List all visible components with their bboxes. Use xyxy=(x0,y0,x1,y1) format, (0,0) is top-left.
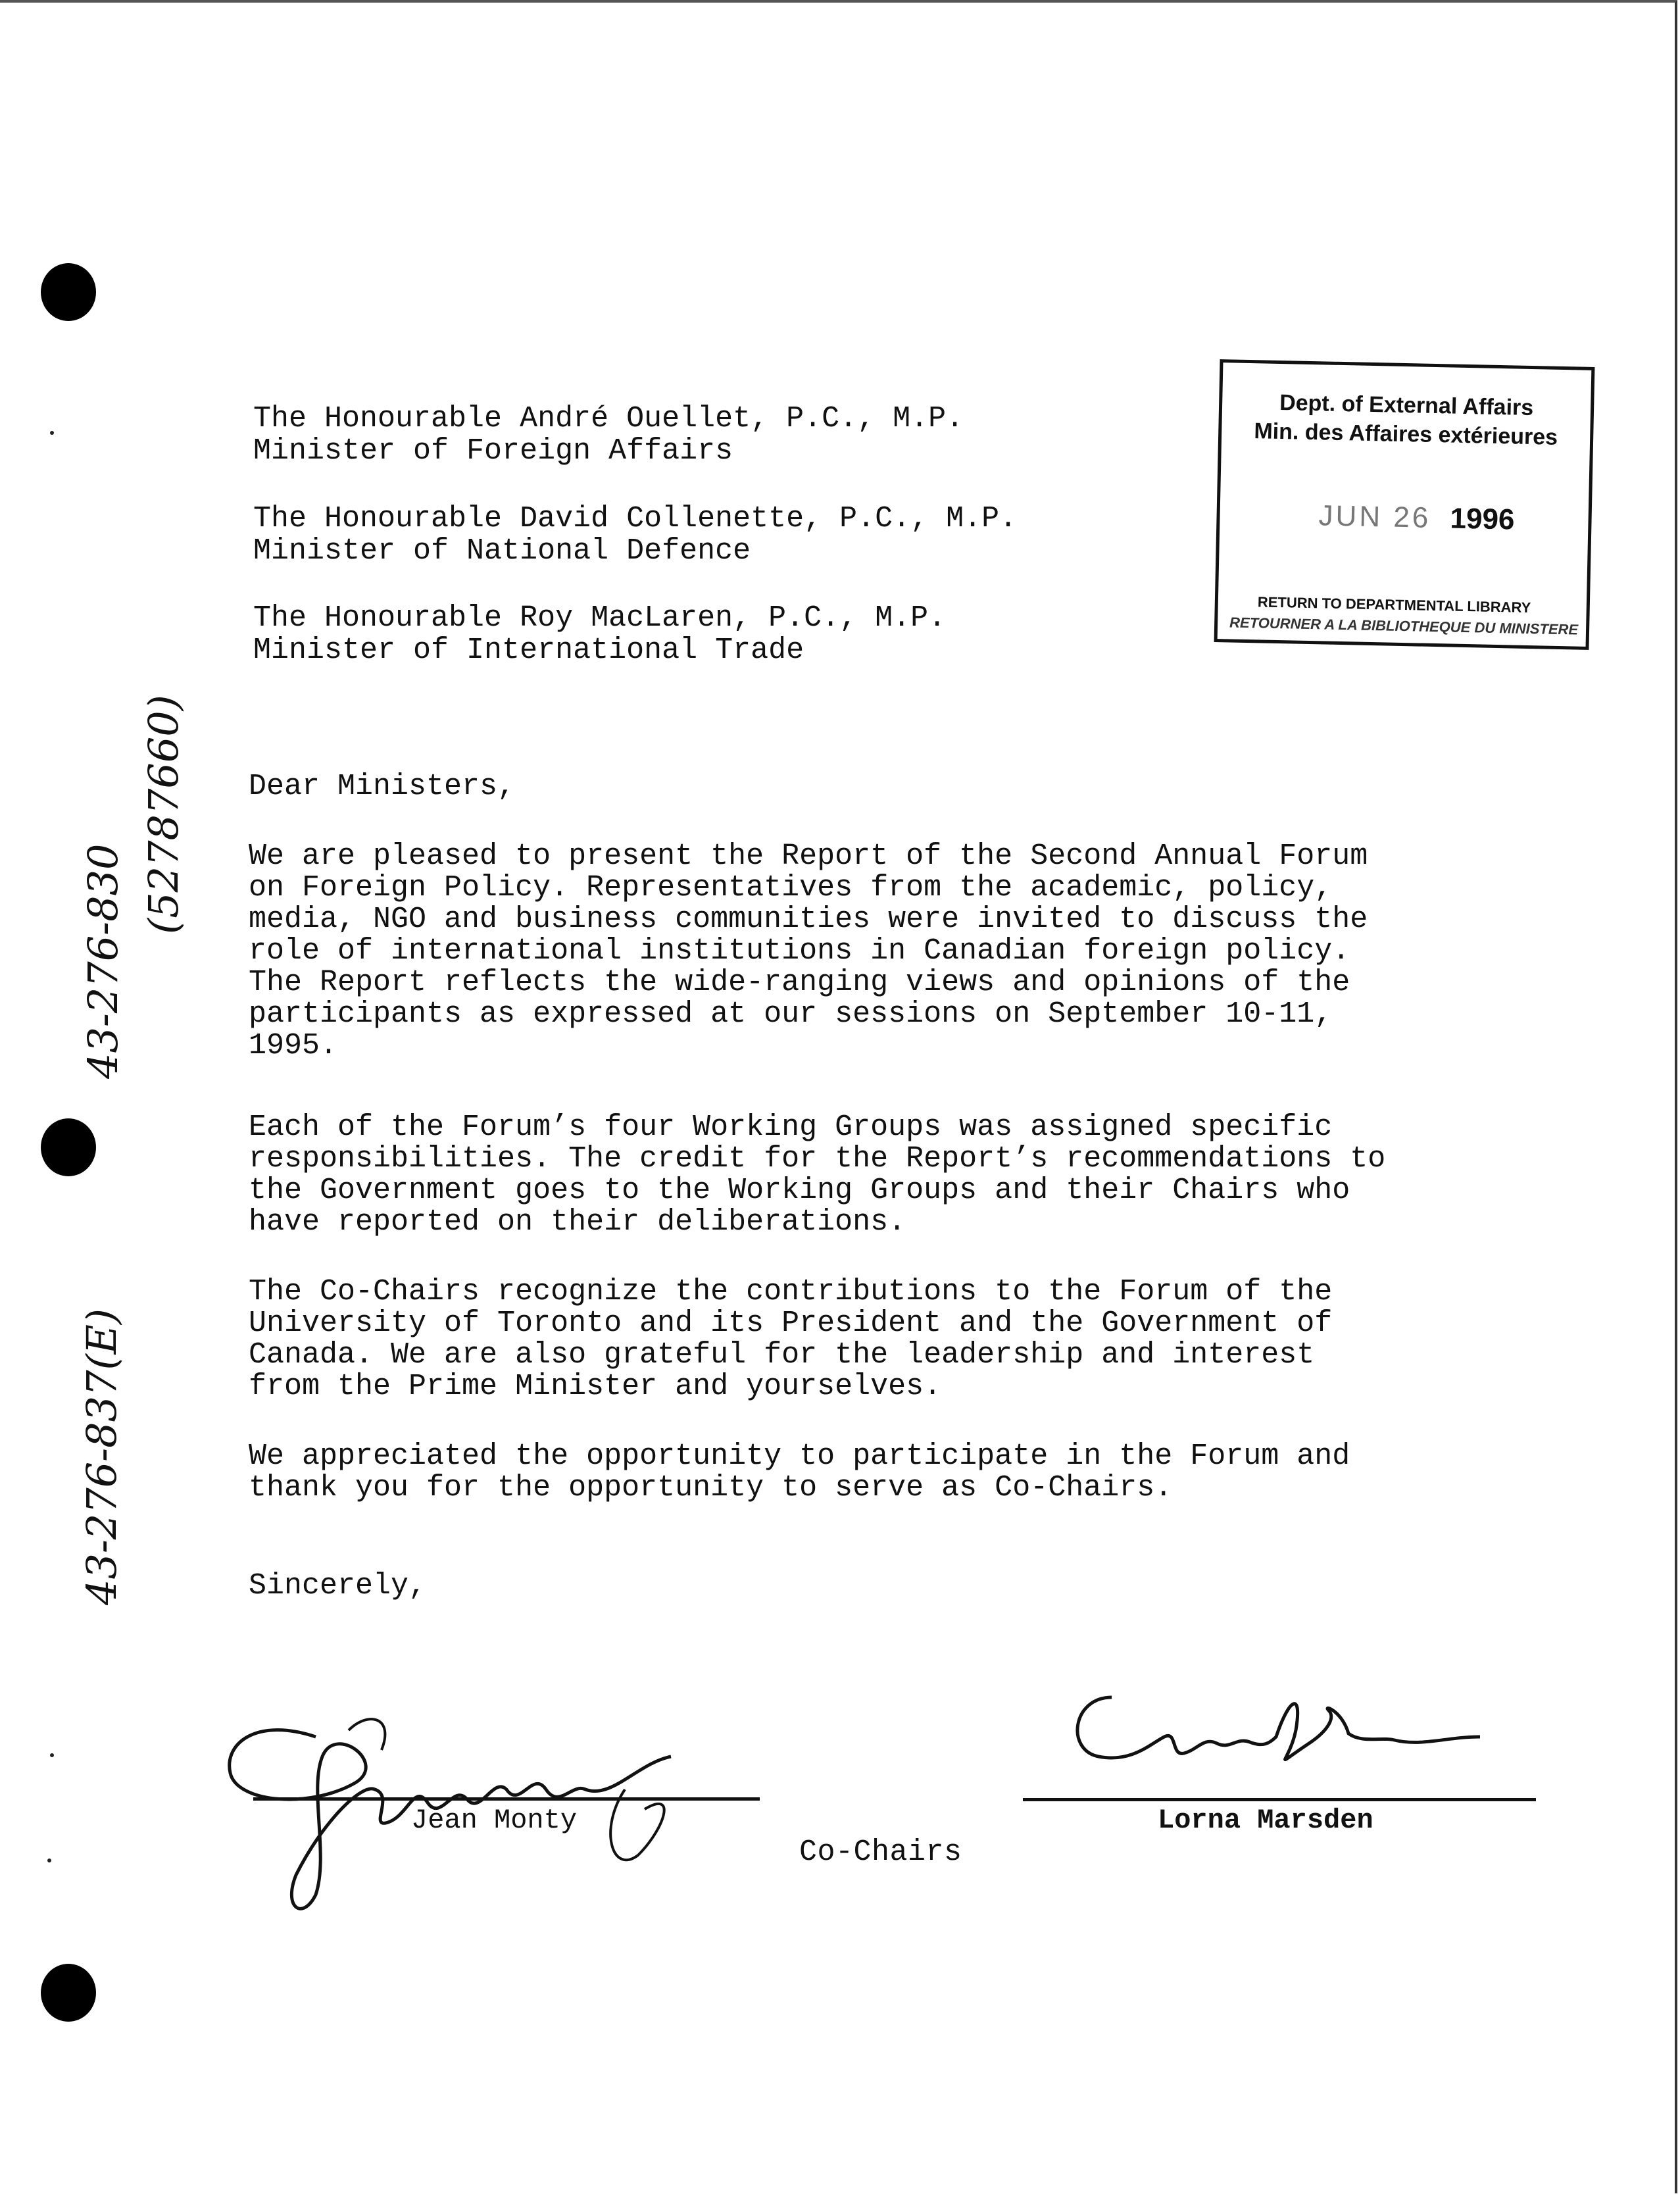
paragraph-line: media, NGO and business communities were invited to discuss the xyxy=(249,903,1368,936)
punch-hole xyxy=(41,1964,96,2022)
paragraph-line: Canada. We are also grateful for the leadership and interest xyxy=(249,1338,1315,1372)
margin-note-upper: 43-276-830 xyxy=(79,843,127,1079)
paragraph-line: from the Prime Minister and yourselves. xyxy=(249,1370,942,1403)
signatory-right-name: Lorna Marsden xyxy=(1158,1805,1373,1836)
signature-jean-monty xyxy=(217,1658,717,1934)
paragraph-line: The Co-Chairs recognize the contributions to the Forum of the xyxy=(249,1275,1333,1309)
recipient-name: The Honourable André Ouellet, P.C., M.P. xyxy=(253,402,964,436)
recipient-title: Minister of International Trade xyxy=(253,634,804,667)
paragraph-line: role of international institutions in Canadian foreign policy. xyxy=(249,934,1350,968)
paragraph xyxy=(249,1276,1332,1403)
punch-hole xyxy=(41,263,96,321)
recipient xyxy=(253,403,964,467)
paragraph-line: the Government goes to the Working Groups and their Chairs who xyxy=(249,1174,1350,1207)
paragraph xyxy=(249,1441,1350,1504)
punch-hole xyxy=(41,1118,96,1176)
signature-line-left xyxy=(253,1797,760,1801)
speck xyxy=(47,1859,51,1862)
paragraph-line: Each of the Forum’s four Working Groups was assigned specific xyxy=(249,1110,1333,1144)
recipient-name: The Honourable David Collenette, P.C., M.P. xyxy=(253,502,1018,536)
paragraph-line: responsibilities. The credit for the Report’s recommendations to xyxy=(249,1142,1386,1176)
paragraph-line: thank you for the opportunity to serve as Co-Chairs. xyxy=(249,1471,1173,1505)
paragraph-line: We appreciated the opportunity to participate in the Forum and xyxy=(249,1439,1350,1473)
stamp-return-note: RETURN TO DEPARTMENTAL LIBRARY xyxy=(1257,593,1531,616)
stamp-department: Dept. of External Affairs xyxy=(1279,389,1534,421)
signatory-left-name: Jean Monty xyxy=(411,1805,578,1836)
speck xyxy=(50,431,54,435)
paragraph xyxy=(249,1112,1385,1238)
signature-lorna-marsden xyxy=(1052,1671,1500,1803)
stamp-date: JUN 26 xyxy=(1318,499,1431,534)
paragraph-line: on Foreign Policy. Representatives from the academic, policy, xyxy=(249,871,1333,905)
speck xyxy=(50,1753,54,1757)
recipient-title: Minister of National Defence xyxy=(253,534,751,568)
paragraph-line: participants as expressed at our sessions on September 10-11, xyxy=(249,997,1333,1031)
margin-note-lower: 43-276-837(E) xyxy=(78,1308,126,1605)
co-chairs-label: Co-Chairs xyxy=(799,1835,962,1869)
recipient xyxy=(253,602,946,666)
stamp-return-note-fr: RETOURNER A LA BIBLIOTHEQUE DU MINISTERE xyxy=(1229,614,1579,638)
paragraph-line: We are pleased to present the Report of the Second Annual Forum xyxy=(249,839,1368,873)
recipient xyxy=(253,503,1017,567)
paragraph-line: have reported on their deliberations. xyxy=(249,1205,906,1239)
paragraph-line: The Report reflects the wide-ranging views and opinions of the xyxy=(249,966,1350,999)
recipient-title: Minister of Foreign Affairs xyxy=(253,434,733,468)
paragraph-line: 1995. xyxy=(249,1029,338,1062)
signature-line-right xyxy=(1023,1798,1536,1801)
closing: Sincerely, xyxy=(249,1569,427,1603)
stamp-year: 1996 xyxy=(1450,502,1515,536)
paragraph xyxy=(249,841,1368,1062)
recipient-name: The Honourable Roy MacLaren, P.C., M.P. xyxy=(253,601,947,635)
received-stamp xyxy=(1214,359,1595,650)
salutation: Dear Ministers, xyxy=(249,770,516,803)
margin-note-upper-paren: (52787660) xyxy=(139,695,187,934)
paragraph-line: University of Toronto and its President and the Government of xyxy=(249,1307,1333,1340)
stamp-department-fr: Min. des Affaires extérieures xyxy=(1254,418,1558,450)
